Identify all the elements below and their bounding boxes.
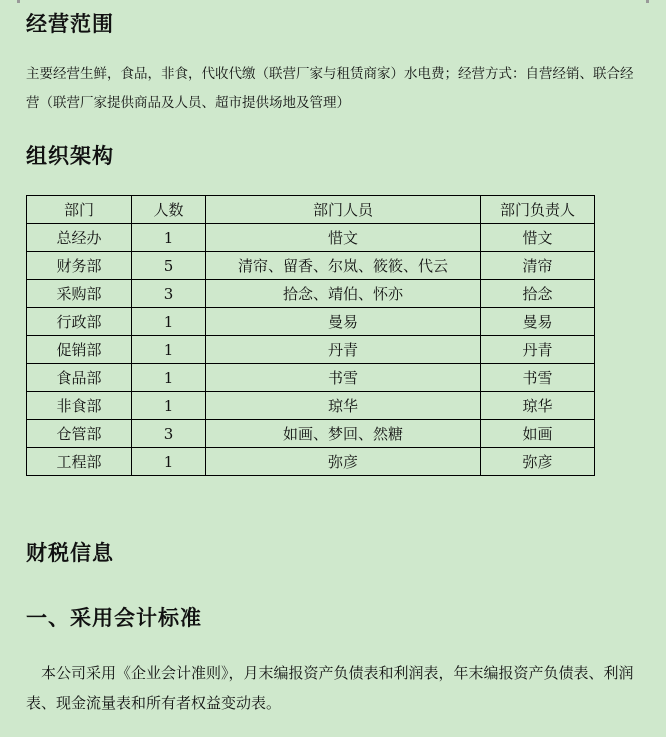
cell-department: 仓管部: [27, 420, 132, 448]
cell-leader: 曼易: [481, 308, 595, 336]
table-row: [27, 392, 595, 420]
cell-leader: 如画: [481, 420, 595, 448]
table-header-row: [27, 196, 595, 224]
cell-headcount: 1: [132, 448, 206, 476]
page-corner-mark: [646, 0, 649, 3]
cell-members: 琼华: [206, 392, 481, 420]
cell-members: 弥彦: [206, 448, 481, 476]
header-leader: 部门负责人: [481, 196, 595, 224]
accounting-standard-text: 本公司采用《企业会计准则》，月末编报资产负债表和利润表，年末编报资产负债表、利润表、现金流量表和所有者权益变动表。: [26, 664, 634, 712]
cell-headcount: 3: [132, 280, 206, 308]
cell-members: 拾念、靖伯、怀亦: [206, 280, 481, 308]
table-row: [27, 308, 595, 336]
table-row: [27, 336, 595, 364]
cell-department: 行政部: [27, 308, 132, 336]
heading-finance-tax: 财税信息: [26, 541, 114, 565]
cell-department: 工程部: [27, 448, 132, 476]
table-row: [27, 280, 595, 308]
cell-headcount: 1: [132, 224, 206, 252]
cell-members: 丹青: [206, 336, 481, 364]
heading-organization: 组织架构: [26, 144, 114, 168]
cell-members: 惜文: [206, 224, 481, 252]
cell-members: 清帘、留香、尔岚、筱筱、代云: [206, 252, 481, 280]
cell-leader: 弥彦: [481, 448, 595, 476]
cell-department: 食品部: [27, 364, 132, 392]
page-corner-mark: [17, 0, 20, 3]
business-scope-text: 主要经营生鲜，食品，非食，代收代缴（联营厂家与租赁商家）水电费；经营方式：自营经销、联合经营（联营厂家提供商品及人员、超市提供场地及管理）: [26, 66, 634, 111]
heading-accounting-standard: 一、采用会计标准: [26, 605, 202, 630]
cell-members: 曼易: [206, 308, 481, 336]
table-row: [27, 364, 595, 392]
cell-headcount: 1: [132, 364, 206, 392]
cell-department: 采购部: [27, 280, 132, 308]
cell-leader: 书雪: [481, 364, 595, 392]
org-table: [26, 195, 595, 476]
cell-leader: 琼华: [481, 392, 595, 420]
cell-leader: 丹青: [481, 336, 595, 364]
cell-headcount: 5: [132, 252, 206, 280]
cell-department: 非食部: [27, 392, 132, 420]
cell-members: 书雪: [206, 364, 481, 392]
cell-leader: 拾念: [481, 280, 595, 308]
cell-leader: 惜文: [481, 224, 595, 252]
table-row: [27, 252, 595, 280]
cell-headcount: 3: [132, 420, 206, 448]
table-row: [27, 224, 595, 252]
cell-headcount: 1: [132, 336, 206, 364]
table-row: [27, 420, 595, 448]
cell-department: 促销部: [27, 336, 132, 364]
header-department: 部门: [27, 196, 132, 224]
header-members: 部门人员: [206, 196, 481, 224]
cell-leader: 清帘: [481, 252, 595, 280]
cell-headcount: 1: [132, 392, 206, 420]
cell-headcount: 1: [132, 308, 206, 336]
table-row: [27, 448, 595, 476]
cell-members: 如画、梦回、然糖: [206, 420, 481, 448]
header-headcount: 人数: [132, 196, 206, 224]
cell-department: 财务部: [27, 252, 132, 280]
org-table-body: [27, 224, 595, 476]
heading-business-scope: 经营范围: [26, 12, 114, 36]
cell-department: 总经办: [27, 224, 132, 252]
